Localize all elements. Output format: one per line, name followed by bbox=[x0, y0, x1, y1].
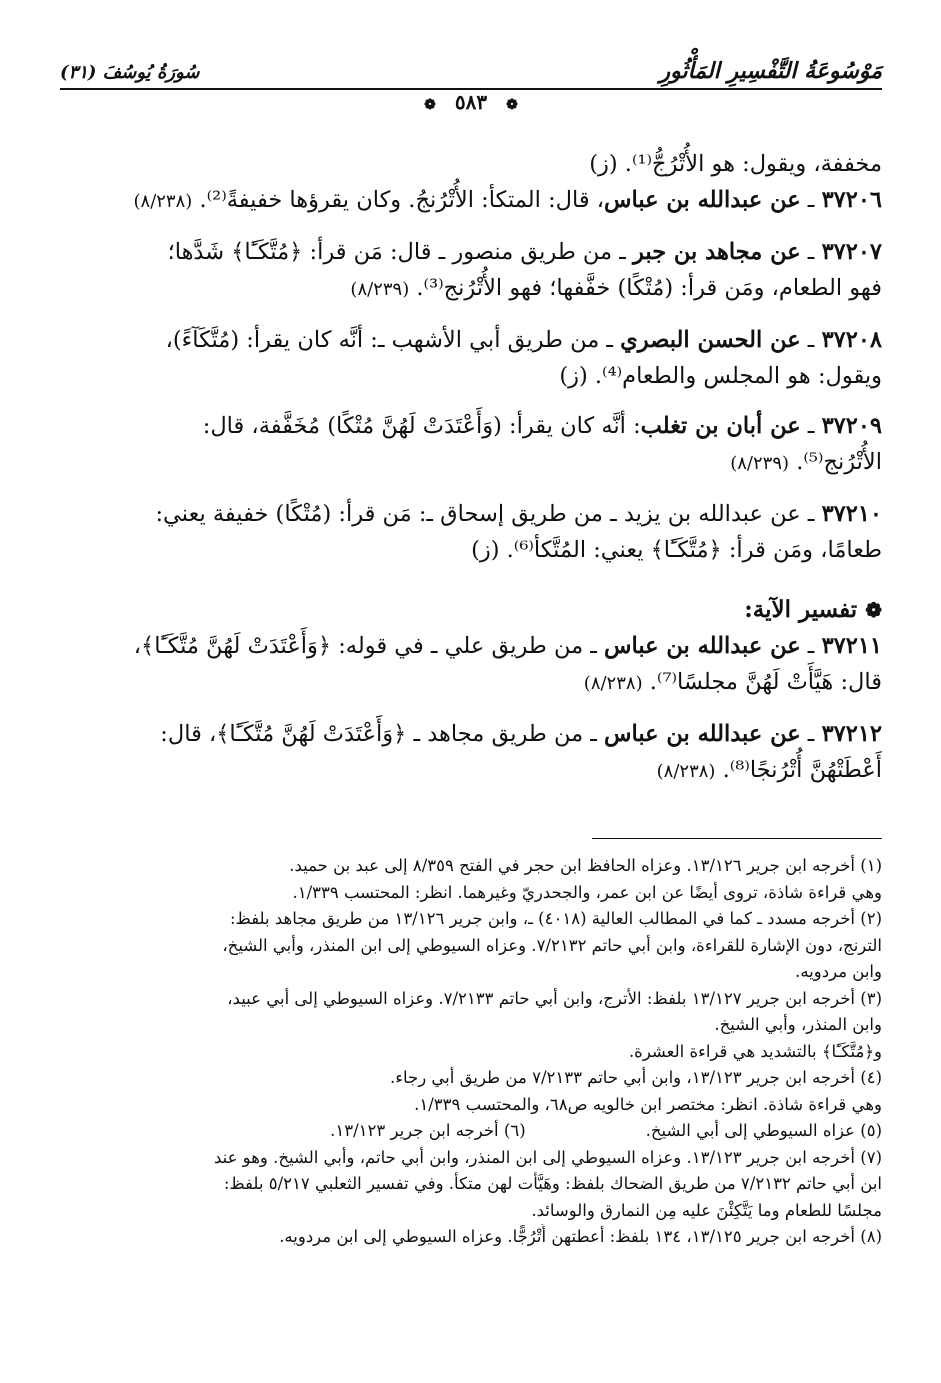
footnote-3-cont: و﴿مُتَّكَـًٔا﴾ بالتشديد هي قراءة العشرة. bbox=[628, 1041, 882, 1061]
narration-number: ٣٧٢٠٧ bbox=[821, 239, 882, 265]
surah-title: سُورَةُ يُوسُفَ (٣١) bbox=[60, 62, 200, 83]
footnote-1-cont: وهي قراءة شاذة، تروى أيضًا عن ابن عمر، والجحدريّ وغيرهما. انظر: المحتسب ١/٣٣٩. bbox=[292, 882, 882, 902]
narration-number: ٣٧٢٠٩ bbox=[821, 413, 882, 439]
reference: (٨/٢٣٨) bbox=[656, 761, 716, 782]
reference: (٨/٢٣٨) bbox=[133, 191, 193, 212]
narration-number: ٣٧٢١٠ bbox=[821, 501, 882, 527]
narration-number: ٣٧٢١١ bbox=[821, 633, 882, 659]
paragraph-37211: ٣٧٢١١ ـ عن عبدالله بن عباس ـ من طريق علي ـ في قوله: ﴿وَأَعْتَدَتْ لَهُنَّ مُتَّكَـًٔا﴾، قال: هَيَّأَتْ لَهُنَّ مجلسًا⁽⁷⁾. (٨/٢٣٨) bbox=[133, 633, 882, 695]
narrator-name: عن مجاهد بن جبر bbox=[632, 239, 801, 265]
book-title: مَوْسُوعَةُ التَّفْسِيرِ المَأْثُورِ bbox=[659, 58, 882, 84]
page-number: ٥٨٣ bbox=[449, 90, 493, 114]
narrator-name: عن عبدالله بن عباس bbox=[604, 633, 801, 659]
footnote-3-cont: وابن المنذر، وأبي الشيخ. bbox=[714, 1015, 882, 1034]
paragraph-37208: ٣٧٢٠٨ ـ عن الحسن البصري ـ من طريق أبي الأشهب ـ: أنَّه كان يقرأ: (مُتَّكَآءً)، ويقول: هو المجلس والطعام⁽⁴⁾. (ز) bbox=[165, 327, 882, 389]
flower-icon: ❁ bbox=[865, 598, 882, 622]
footnote-2-cont: وابن مردويه. bbox=[795, 962, 882, 981]
narrator-name: عن الحسن البصري bbox=[620, 327, 801, 353]
footnote-7-cont: مجلسًا للطعام وما يَتَّكِئْنَ عليه مِن النمارق والوسائد. bbox=[531, 1200, 882, 1220]
page-number-block bbox=[60, 90, 882, 114]
footnote-3: (٣) أخرجه ابن جرير ١٣/١٢٧ بلفظ: الأترج، وابن أبي حاتم ٧/٢١٣٣. وعزاه السيوطي إلى أبي عبيد، bbox=[227, 988, 882, 1008]
footnotes bbox=[60, 853, 882, 1251]
narration-number: ٣٧٢٠٨ bbox=[821, 327, 882, 353]
paragraph-37207: ٣٧٢٠٧ ـ عن مجاهد بن جبر ـ من طريق منصور ـ قال: مَن قرأ: ﴿مُتَّكَـًٔا﴾ شَدَّها؛ فهو الطعام، ومَن قرأ: (مُتْكًا) خفَّفها؛ فهو الأُتْرُنج⁽³⁾. (٨/٢٣٩) bbox=[167, 239, 882, 301]
paragraph-37210: ٣٧٢١٠ ـ عن عبدالله بن يزيد ـ من طريق إسحاق ـ: مَن قرأ: (مُتْكًا) خفيفة يعني: طعامًا، ومَن قرأ: ﴿مُتَّكَـًٔا﴾ يعني: المُتَّكأ⁽⁶⁾. (ز) bbox=[155, 501, 882, 563]
footnote-4: (٤) أخرجه ابن جرير ١٣/١٢٣، وابن أبي حاتم ٧/٢١٣٣ من طريق أبي رجاء. bbox=[389, 1068, 882, 1087]
paragraph-37209: ٣٧٢٠٩ ـ عن أبان بن تغلب: أنَّه كان يقرأ: (وَأَعْتَدَتْ لَهُنَّ مُتْكًا) مُخَفَّفة، قال: الأُتْرُنج⁽⁵⁾. (٨/٢٣٩) bbox=[202, 413, 882, 475]
main-text bbox=[60, 146, 882, 790]
footnote-2-cont: الترنج، دون الإشارة للقراءة، وابن أبي حاتم ٧/٢١٣٢. وعزاه السيوطي إلى ابن المنذر، وأبي الشيخ، bbox=[222, 935, 882, 955]
paragraph-37206: ٣٧٢٠٦ ـ عن عبدالله بن عباس، قال: المتكأ: الأُتْرُنجُ. وكان يقرؤها خفيفةً⁽²⁾. (٨/٢٣٨) bbox=[133, 187, 882, 213]
reference: (٨/٢٣٩) bbox=[730, 453, 790, 474]
ornament-icon: ❁ bbox=[500, 97, 524, 113]
footnote-5: (٥) عزاه السيوطي إلى أبي الشيخ. bbox=[645, 1121, 882, 1140]
narrator-name: عن عبدالله بن عباس bbox=[604, 721, 801, 747]
page-header bbox=[60, 58, 882, 114]
narration-number: ٣٧٢١٢ bbox=[821, 721, 882, 747]
footnote-rule bbox=[592, 838, 882, 839]
footnote-2: (٢) أخرجه مسدد ـ كما في المطالب العالية (٤٠١٨) ـ، وابن جرير ١٣/١٢٦ من طريق مجاهد بلفظ: bbox=[229, 909, 882, 928]
footnote-8: (٨) أخرجه ابن جرير ١٣/١٢٥، ١٣٤ بلفظ: أعطتهن أُتْرُجًّا. وعزاه السيوطي إلى ابن مردويه. bbox=[279, 1227, 882, 1246]
reference: (٨/٢٣٨) bbox=[583, 673, 643, 694]
footnote-4-cont: وهي قراءة شاذة. انظر: مختصر ابن خالويه ص٦٨، والمحتسب ١/٣٣٩. bbox=[414, 1094, 882, 1114]
footnote-7: (٧) أخرجه ابن جرير ١٣/١٢٣. وعزاه السيوطي إلى ابن المنذر، وابن أبي حاتم، وأبي الشيخ. وهو عند bbox=[213, 1147, 882, 1167]
narration-number: ٣٧٢٠٦ bbox=[821, 187, 882, 213]
narrator-name: عن عبدالله بن يزيد bbox=[623, 501, 801, 527]
footnote-7-cont: ابن أبي حاتم ٧/٢١٣٢ من طريق الضحاك بلفظ: وهَيَّأت لهن متكأ. وفي تفسير الثعلبي ٥/٢١٧ بلفظ: bbox=[223, 1174, 882, 1193]
reference: (٨/٢٣٩) bbox=[350, 279, 410, 300]
paragraph-37212: ٣٧٢١٢ ـ عن عبدالله بن عباس ـ من طريق مجاهد ـ ﴿وَأَعْتَدَتْ لَهُنَّ مُتَّكَـًٔا﴾، قال: أَعْطَتْهُنَّ أُتْرُنجًا⁽⁸⁾. (٨/٢٣٨) bbox=[160, 721, 882, 783]
footnote-row-5-6 bbox=[60, 1118, 882, 1145]
footnote-1: (١) أخرجه ابن جرير ١٣/١٢٦. وعزاه الحافظ ابن حجر في الفتح ٨/٣٥٩ إلى عبد بن حميد. bbox=[289, 856, 882, 875]
narrator-name: عن عبدالله بن عباس bbox=[604, 187, 801, 213]
section-heading: ❁ تفسير الآية: bbox=[744, 596, 882, 623]
footnote-6: (٦) أخرجه ابن جرير ١٣/١٢٣. bbox=[330, 1121, 526, 1140]
paragraph: مخففة، ويقول: هو الأُتْرُجُّ⁽¹⁾. (ز) bbox=[589, 151, 882, 177]
document-page bbox=[60, 58, 882, 1358]
narrator-name: عن أبان بن تغلب bbox=[640, 413, 801, 439]
ornament-icon: ❁ bbox=[418, 97, 442, 113]
